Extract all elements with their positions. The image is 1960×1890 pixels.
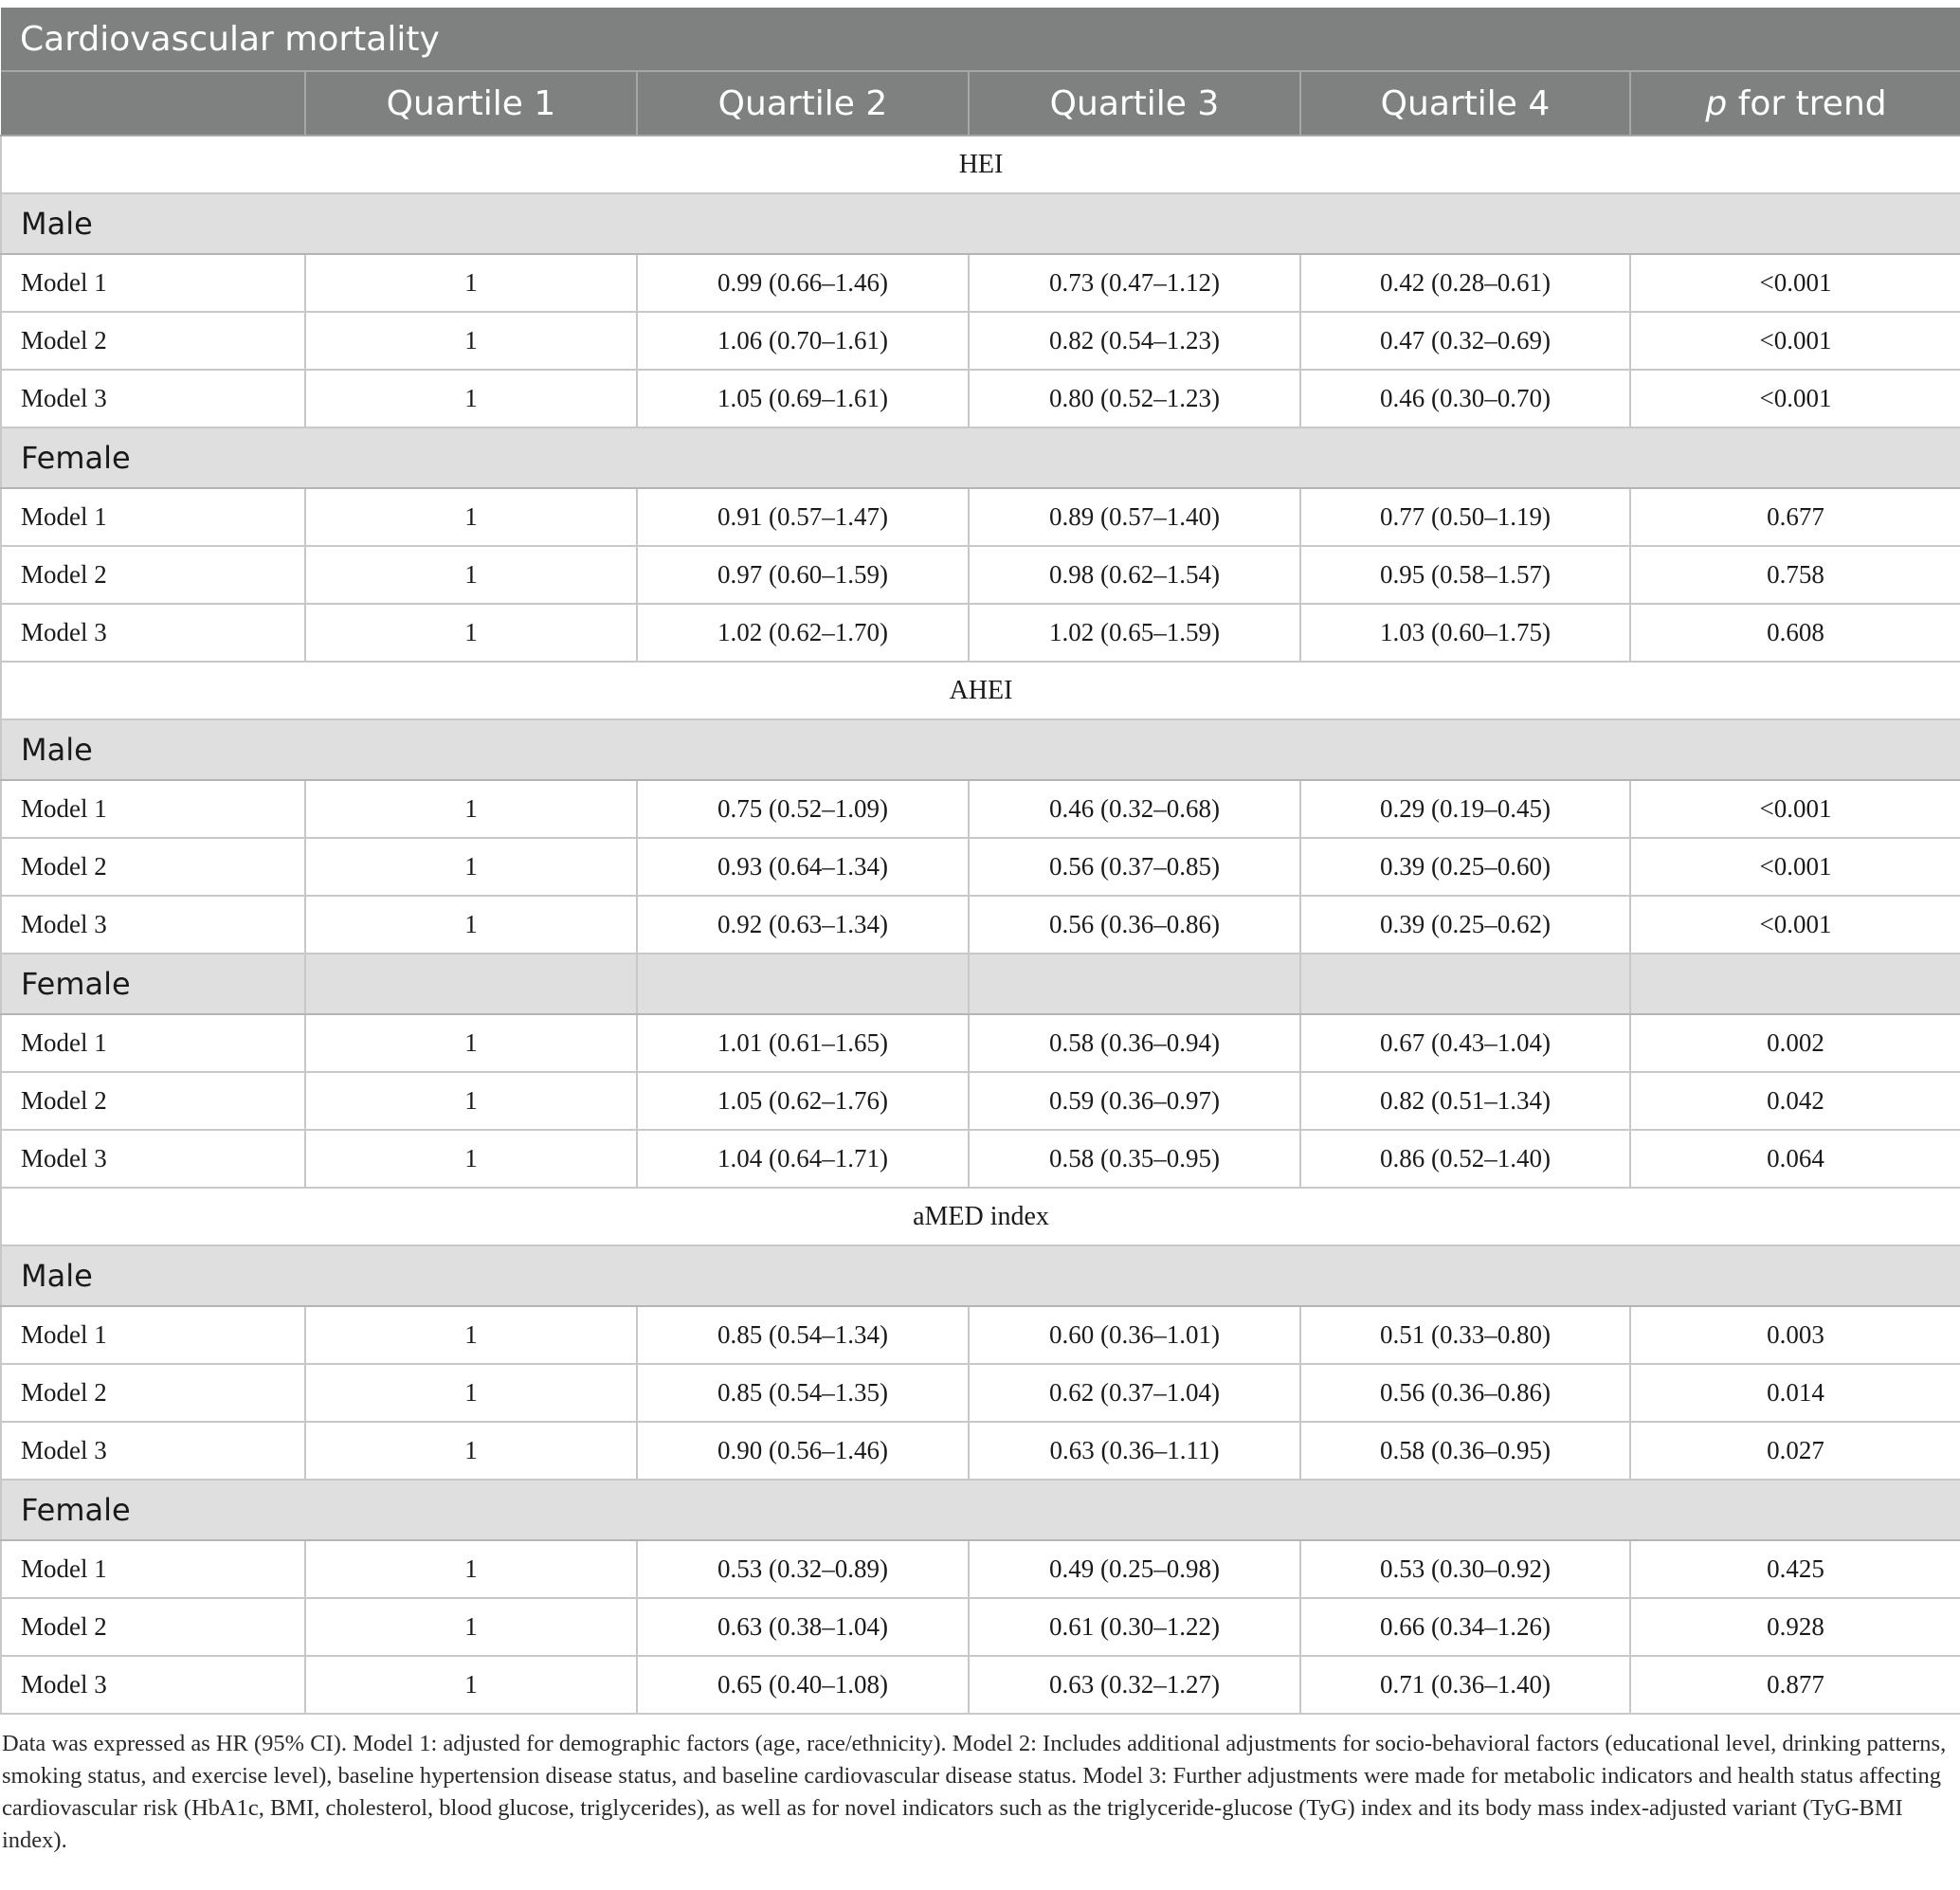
table-row	[1, 254, 1960, 312]
table-row	[1, 1130, 1960, 1188]
table-row	[1, 546, 1960, 604]
column-header-quartile-1: Quartile 1	[305, 71, 637, 136]
p-for-trend-cell: 0.003	[1630, 1306, 1960, 1364]
model-label: Model 1	[1, 1306, 305, 1364]
quartile-4-cell: 0.66 (0.34–1.26)	[1300, 1598, 1630, 1656]
table-body	[1, 136, 1960, 1714]
quartile-3-cell: 0.56 (0.36–0.86)	[969, 896, 1300, 954]
quartile-4-cell: 0.29 (0.19–0.45)	[1300, 780, 1630, 838]
quartile-2-cell: 0.93 (0.64–1.34)	[637, 838, 969, 896]
quartile-1-cell: 1	[305, 1072, 637, 1130]
quartile-2-cell: 0.97 (0.60–1.59)	[637, 546, 969, 604]
index-section-row	[1, 1188, 1960, 1245]
quartile-2-cell: 0.75 (0.52–1.09)	[637, 780, 969, 838]
results-table	[0, 8, 1960, 1715]
quartile-1-cell: 1	[305, 604, 637, 662]
p-for-trend-cell: 0.027	[1630, 1422, 1960, 1480]
table-row	[1, 1656, 1960, 1714]
p-for-trend-cell: <0.001	[1630, 896, 1960, 954]
sex-group-empty-cell	[1300, 954, 1630, 1014]
quartile-4-cell: 0.86 (0.52–1.40)	[1300, 1130, 1630, 1188]
table-row	[1, 1364, 1960, 1422]
sex-group-row	[1, 1245, 1960, 1306]
quartile-3-cell: 0.61 (0.30–1.22)	[969, 1598, 1300, 1656]
quartile-3-cell: 0.73 (0.47–1.12)	[969, 254, 1300, 312]
sex-group-row	[1, 1480, 1960, 1540]
quartile-3-cell: 0.98 (0.62–1.54)	[969, 546, 1300, 604]
quartile-2-cell: 0.99 (0.66–1.46)	[637, 254, 969, 312]
model-label: Model 3	[1, 604, 305, 662]
model-label: Model 1	[1, 488, 305, 546]
sex-group-row	[1, 193, 1960, 254]
p-for-trend-cell: 0.425	[1630, 1540, 1960, 1598]
quartile-4-cell: 0.77 (0.50–1.19)	[1300, 488, 1630, 546]
table-row	[1, 370, 1960, 427]
p-for-trend-cell: 0.014	[1630, 1364, 1960, 1422]
table-title: Cardiovascular mortality	[1, 8, 1960, 71]
quartile-3-cell: 0.56 (0.37–0.85)	[969, 838, 1300, 896]
quartile-1-cell: 1	[305, 254, 637, 312]
quartile-4-cell: 0.39 (0.25–0.60)	[1300, 838, 1630, 896]
quartile-3-cell: 0.89 (0.57–1.40)	[969, 488, 1300, 546]
p-for-trend-cell: <0.001	[1630, 312, 1960, 370]
quartile-2-cell: 0.92 (0.63–1.34)	[637, 896, 969, 954]
table-row	[1, 1306, 1960, 1364]
quartile-1-cell: 1	[305, 838, 637, 896]
quartile-1-cell: 1	[305, 1540, 637, 1598]
p-for-trend-cell: <0.001	[1630, 780, 1960, 838]
column-header-quartile-3: Quartile 3	[969, 71, 1300, 136]
sex-group-row	[1, 719, 1960, 780]
quartile-2-cell: 1.02 (0.62–1.70)	[637, 604, 969, 662]
table-row	[1, 1422, 1960, 1480]
sex-label: Male	[1, 1245, 1960, 1306]
model-label: Model 1	[1, 780, 305, 838]
quartile-4-cell: 0.56 (0.36–0.86)	[1300, 1364, 1630, 1422]
sex-group-empty-cell	[305, 954, 637, 1014]
quartile-3-cell: 1.02 (0.65–1.59)	[969, 604, 1300, 662]
model-label: Model 3	[1, 370, 305, 427]
quartile-4-cell: 0.51 (0.33–0.80)	[1300, 1306, 1630, 1364]
table-title-row	[1, 8, 1960, 71]
table-row	[1, 780, 1960, 838]
model-label: Model 2	[1, 546, 305, 604]
model-label: Model 3	[1, 1130, 305, 1188]
model-label: Model 1	[1, 254, 305, 312]
quartile-2-cell: 1.04 (0.64–1.71)	[637, 1130, 969, 1188]
quartile-3-cell: 0.58 (0.35–0.95)	[969, 1130, 1300, 1188]
p-for-trend-cell: 0.758	[1630, 546, 1960, 604]
quartile-4-cell: 0.39 (0.25–0.62)	[1300, 896, 1630, 954]
index-label: aMED index	[1, 1188, 1960, 1245]
index-label: AHEI	[1, 662, 1960, 719]
quartile-2-cell: 0.91 (0.57–1.47)	[637, 488, 969, 546]
p-for-trend-cell: <0.001	[1630, 254, 1960, 312]
model-label: Model 2	[1, 1364, 305, 1422]
quartile-2-cell: 0.63 (0.38–1.04)	[637, 1598, 969, 1656]
p-for-trend-cell: <0.001	[1630, 370, 1960, 427]
quartile-1-cell: 1	[305, 1014, 637, 1072]
quartile-1-cell: 1	[305, 1422, 637, 1480]
model-label: Model 3	[1, 1656, 305, 1714]
sex-label: Female	[1, 427, 1960, 488]
model-label: Model 1	[1, 1014, 305, 1072]
quartile-4-cell: 0.67 (0.43–1.04)	[1300, 1014, 1630, 1072]
model-label: Model 2	[1, 1598, 305, 1656]
quartile-4-cell: 0.42 (0.28–0.61)	[1300, 254, 1630, 312]
p-for-trend-cell: 0.928	[1630, 1598, 1960, 1656]
sex-group-empty-cell	[969, 954, 1300, 1014]
quartile-4-cell: 0.71 (0.36–1.40)	[1300, 1656, 1630, 1714]
model-label: Model 2	[1, 838, 305, 896]
quartile-3-cell: 0.49 (0.25–0.98)	[969, 1540, 1300, 1598]
table-row	[1, 1540, 1960, 1598]
quartile-2-cell: 0.85 (0.54–1.35)	[637, 1364, 969, 1422]
quartile-3-cell: 0.59 (0.36–0.97)	[969, 1072, 1300, 1130]
table-row	[1, 1598, 1960, 1656]
table-row	[1, 1014, 1960, 1072]
quartile-1-cell: 1	[305, 1130, 637, 1188]
sex-group-empty-cell	[637, 954, 969, 1014]
quartile-3-cell: 0.60 (0.36–1.01)	[969, 1306, 1300, 1364]
quartile-1-cell: 1	[305, 488, 637, 546]
quartile-4-cell: 0.82 (0.51–1.34)	[1300, 1072, 1630, 1130]
quartile-1-cell: 1	[305, 1306, 637, 1364]
quartile-3-cell: 0.63 (0.36–1.11)	[969, 1422, 1300, 1480]
p-for-trend-cell: 0.677	[1630, 488, 1960, 546]
quartile-2-cell: 1.01 (0.61–1.65)	[637, 1014, 969, 1072]
index-label: HEI	[1, 136, 1960, 193]
table-row	[1, 604, 1960, 662]
table-footnote: Data was expressed as HR (95% CI). Model 1: adjusted for demographic factors (age, race/ethnicity). Model 2: Includes additional adjustments for socio-behavioral factors (educational level, drinking patterns, smoking status, and exercise level), baseline hypertension disease status, and baseline cardiovascular disease status. Model 3: Further adjustments were made for metabolic indicators and health status affecting cardiovascular risk (HbA1c, BMI, cholesterol, blood glucose, triglycerides), as well as for novel indicators such as the triglyceride-glucose (TyG) index and its body mass index-adjusted variant (TyG-BMI index).	[2, 1731, 1947, 1853]
quartile-1-cell: 1	[305, 312, 637, 370]
sex-label: Male	[1, 193, 1960, 254]
quartile-1-cell: 1	[305, 780, 637, 838]
p-for-trend-cell: <0.001	[1630, 838, 1960, 896]
quartile-2-cell: 1.06 (0.70–1.61)	[637, 312, 969, 370]
quartile-1-cell: 1	[305, 546, 637, 604]
column-header-quartile-2: Quartile 2	[637, 71, 969, 136]
sex-group-row	[1, 427, 1960, 488]
quartile-1-cell: 1	[305, 1364, 637, 1422]
column-header-p-for-trend	[1630, 71, 1960, 136]
table-row	[1, 312, 1960, 370]
sex-group-empty-cell	[1630, 954, 1960, 1014]
index-section-row	[1, 662, 1960, 719]
quartile-1-cell: 1	[305, 1598, 637, 1656]
sex-label: Female	[1, 1480, 1960, 1540]
model-label: Model 3	[1, 896, 305, 954]
p-symbol: p	[1705, 83, 1728, 123]
table-row	[1, 896, 1960, 954]
column-header-label	[1, 71, 305, 136]
quartile-2-cell: 0.90 (0.56–1.46)	[637, 1422, 969, 1480]
sex-label: Female	[1, 954, 305, 1014]
quartile-4-cell: 0.58 (0.36–0.95)	[1300, 1422, 1630, 1480]
p-for-trend-cell: 0.877	[1630, 1656, 1960, 1714]
quartile-2-cell: 0.53 (0.32–0.89)	[637, 1540, 969, 1598]
quartile-2-cell: 0.85 (0.54–1.34)	[637, 1306, 969, 1364]
quartile-4-cell: 1.03 (0.60–1.75)	[1300, 604, 1630, 662]
model-label: Model 2	[1, 312, 305, 370]
document	[0, 8, 1960, 1857]
p-for-trend-label: for trend	[1727, 83, 1887, 123]
model-label: Model 3	[1, 1422, 305, 1480]
sex-group-row	[1, 954, 1960, 1014]
quartile-4-cell: 0.53 (0.30–0.92)	[1300, 1540, 1630, 1598]
quartile-3-cell: 0.63 (0.32–1.27)	[969, 1656, 1300, 1714]
index-section-row	[1, 136, 1960, 193]
quartile-2-cell: 0.65 (0.40–1.08)	[637, 1656, 969, 1714]
quartile-4-cell: 0.46 (0.30–0.70)	[1300, 370, 1630, 427]
column-header-quartile-4: Quartile 4	[1300, 71, 1630, 136]
quartile-3-cell: 0.58 (0.36–0.94)	[969, 1014, 1300, 1072]
quartile-2-cell: 1.05 (0.62–1.76)	[637, 1072, 969, 1130]
quartile-3-cell: 0.46 (0.32–0.68)	[969, 780, 1300, 838]
quartile-1-cell: 1	[305, 370, 637, 427]
table-row	[1, 1072, 1960, 1130]
quartile-3-cell: 0.62 (0.37–1.04)	[969, 1364, 1300, 1422]
p-for-trend-cell: 0.608	[1630, 604, 1960, 662]
p-for-trend-cell: 0.064	[1630, 1130, 1960, 1188]
sex-label: Male	[1, 719, 1960, 780]
model-label: Model 2	[1, 1072, 305, 1130]
p-for-trend-cell: 0.002	[1630, 1014, 1960, 1072]
quartile-4-cell: 0.95 (0.58–1.57)	[1300, 546, 1630, 604]
quartile-1-cell: 1	[305, 896, 637, 954]
table-row	[1, 838, 1960, 896]
quartile-3-cell: 0.80 (0.52–1.23)	[969, 370, 1300, 427]
quartile-1-cell: 1	[305, 1656, 637, 1714]
quartile-3-cell: 0.82 (0.54–1.23)	[969, 312, 1300, 370]
p-for-trend-cell: 0.042	[1630, 1072, 1960, 1130]
quartile-2-cell: 1.05 (0.69–1.61)	[637, 370, 969, 427]
table-row	[1, 488, 1960, 546]
column-header-row	[1, 71, 1960, 136]
model-label: Model 1	[1, 1540, 305, 1598]
quartile-4-cell: 0.47 (0.32–0.69)	[1300, 312, 1630, 370]
